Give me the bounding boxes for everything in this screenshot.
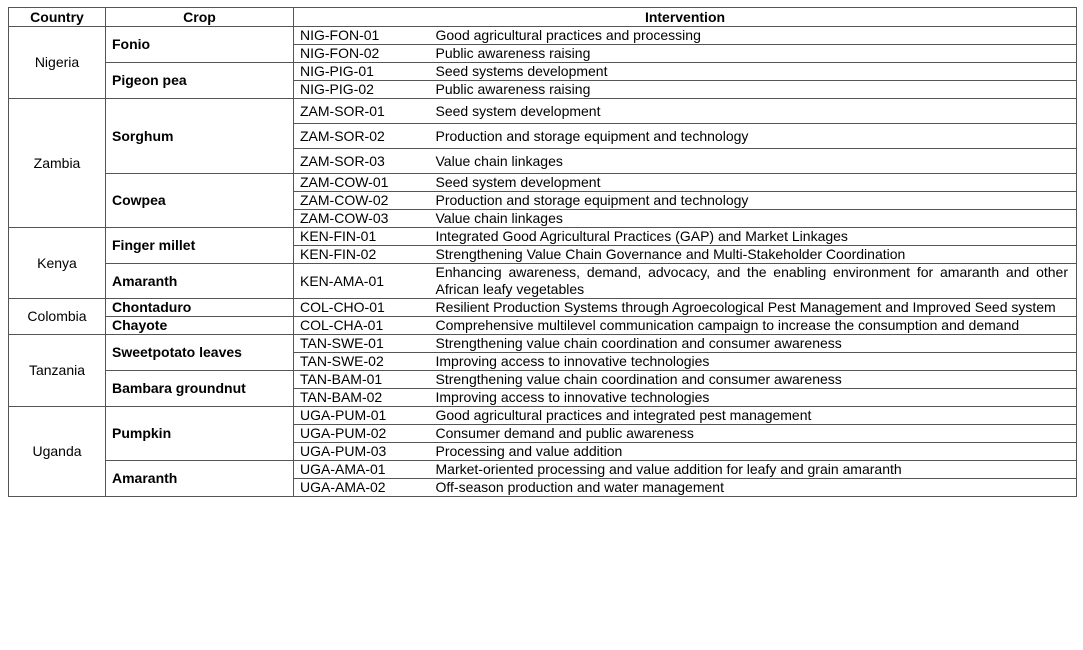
intervention-code-cell: COL-CHA-01 — [294, 317, 432, 335]
intervention-code-cell: TAN-BAM-01 — [294, 371, 432, 389]
crop-cell: Pumpkin — [106, 407, 294, 461]
intervention-description-cell: Good agricultural practices and integrated pest management — [432, 407, 1077, 425]
table-row — [9, 317, 1077, 335]
table-row — [9, 461, 1077, 479]
intervention-description-cell: Good agricultural practices and processing — [432, 27, 1077, 45]
crop-cell: Sweetpotato leaves — [106, 335, 294, 371]
crop-cell: Chontaduro — [106, 299, 294, 317]
intervention-table — [8, 7, 1077, 497]
intervention-code-cell: UGA-PUM-03 — [294, 443, 432, 461]
intervention-code-cell: UGA-PUM-02 — [294, 425, 432, 443]
intervention-description-cell: Seed system development — [432, 174, 1077, 192]
intervention-description-cell: Strengthening Value Chain Governance and Multi-Stakeholder Coordination — [432, 246, 1077, 264]
crop-cell: Pigeon pea — [106, 63, 294, 99]
header-country: Country — [9, 8, 106, 27]
country-cell: Colombia — [9, 299, 106, 335]
intervention-code-cell: UGA-AMA-02 — [294, 479, 432, 497]
intervention-description-cell: Market-oriented processing and value addition for leafy and grain amaranth — [432, 461, 1077, 479]
intervention-code-cell: NIG-PIG-02 — [294, 81, 432, 99]
intervention-code-cell: NIG-FON-01 — [294, 27, 432, 45]
crop-cell: Bambara groundnut — [106, 371, 294, 407]
intervention-code-cell: NIG-FON-02 — [294, 45, 432, 63]
table-row — [9, 174, 1077, 192]
intervention-code-cell: TAN-SWE-01 — [294, 335, 432, 353]
intervention-code-cell: KEN-FIN-01 — [294, 228, 432, 246]
crop-cell: Sorghum — [106, 99, 294, 174]
table-header-row — [9, 8, 1077, 27]
intervention-description-cell: Value chain linkages — [432, 149, 1077, 174]
intervention-code-cell: UGA-PUM-01 — [294, 407, 432, 425]
intervention-description-cell: Public awareness raising — [432, 81, 1077, 99]
intervention-description-cell: Strengthening value chain coordination and consumer awareness — [432, 335, 1077, 353]
intervention-description-cell: Seed system development — [432, 99, 1077, 124]
intervention-description-cell: Production and storage equipment and technology — [432, 124, 1077, 149]
intervention-code-cell: NIG-PIG-01 — [294, 63, 432, 81]
header-crop: Crop — [106, 8, 294, 27]
intervention-description-cell: Seed systems development — [432, 63, 1077, 81]
intervention-description-cell: Improving access to innovative technologies — [432, 353, 1077, 371]
intervention-code-cell: ZAM-SOR-01 — [294, 99, 432, 124]
table-row — [9, 264, 1077, 299]
table-row — [9, 371, 1077, 389]
intervention-description-cell: Comprehensive multilevel communication campaign to increase the consumption and demand — [432, 317, 1077, 335]
table-body — [9, 27, 1077, 497]
crop-cell: Finger millet — [106, 228, 294, 264]
table-row — [9, 335, 1077, 353]
intervention-description-cell: Value chain linkages — [432, 210, 1077, 228]
crop-cell: Fonio — [106, 27, 294, 63]
header-intervention: Intervention — [294, 8, 1077, 27]
country-cell: Zambia — [9, 99, 106, 228]
crop-cell: Cowpea — [106, 174, 294, 228]
intervention-code-cell: UGA-AMA-01 — [294, 461, 432, 479]
table-row — [9, 407, 1077, 425]
table-row — [9, 99, 1077, 124]
table-row — [9, 63, 1077, 81]
crop-cell: Amaranth — [106, 264, 294, 299]
country-cell: Nigeria — [9, 27, 106, 99]
table-row — [9, 27, 1077, 45]
country-cell: Uganda — [9, 407, 106, 497]
table-row — [9, 228, 1077, 246]
intervention-description-cell: Off-season production and water management — [432, 479, 1077, 497]
crop-cell: Chayote — [106, 317, 294, 335]
intervention-description-cell: Processing and value addition — [432, 443, 1077, 461]
intervention-description-cell: Production and storage equipment and technology — [432, 192, 1077, 210]
intervention-description-cell: Consumer demand and public awareness — [432, 425, 1077, 443]
country-cell: Tanzania — [9, 335, 106, 407]
intervention-description-cell: Integrated Good Agricultural Practices (GAP) and Market Linkages — [432, 228, 1077, 246]
crop-cell: Amaranth — [106, 461, 294, 497]
intervention-description-cell: Strengthening value chain coordination and consumer awareness — [432, 371, 1077, 389]
intervention-table-document — [8, 7, 1076, 497]
intervention-code-cell: ZAM-COW-03 — [294, 210, 432, 228]
country-cell: Kenya — [9, 228, 106, 299]
intervention-description-cell: Improving access to innovative technologies — [432, 389, 1077, 407]
intervention-code-cell: KEN-FIN-02 — [294, 246, 432, 264]
intervention-description-cell: Resilient Production Systems through Agroecological Pest Management and Improved Seed system — [432, 299, 1077, 317]
intervention-description-cell: Enhancing awareness, demand, advocacy, and the enabling environment for amaranth and other African leafy vegetables — [432, 264, 1077, 299]
intervention-code-cell: ZAM-SOR-02 — [294, 124, 432, 149]
intervention-code-cell: COL-CHO-01 — [294, 299, 432, 317]
intervention-code-cell: KEN-AMA-01 — [294, 264, 432, 299]
intervention-code-cell: ZAM-COW-02 — [294, 192, 432, 210]
table-row — [9, 299, 1077, 317]
intervention-description-cell: Public awareness raising — [432, 45, 1077, 63]
intervention-code-cell: TAN-BAM-02 — [294, 389, 432, 407]
intervention-code-cell: ZAM-COW-01 — [294, 174, 432, 192]
intervention-code-cell: TAN-SWE-02 — [294, 353, 432, 371]
intervention-code-cell: ZAM-SOR-03 — [294, 149, 432, 174]
